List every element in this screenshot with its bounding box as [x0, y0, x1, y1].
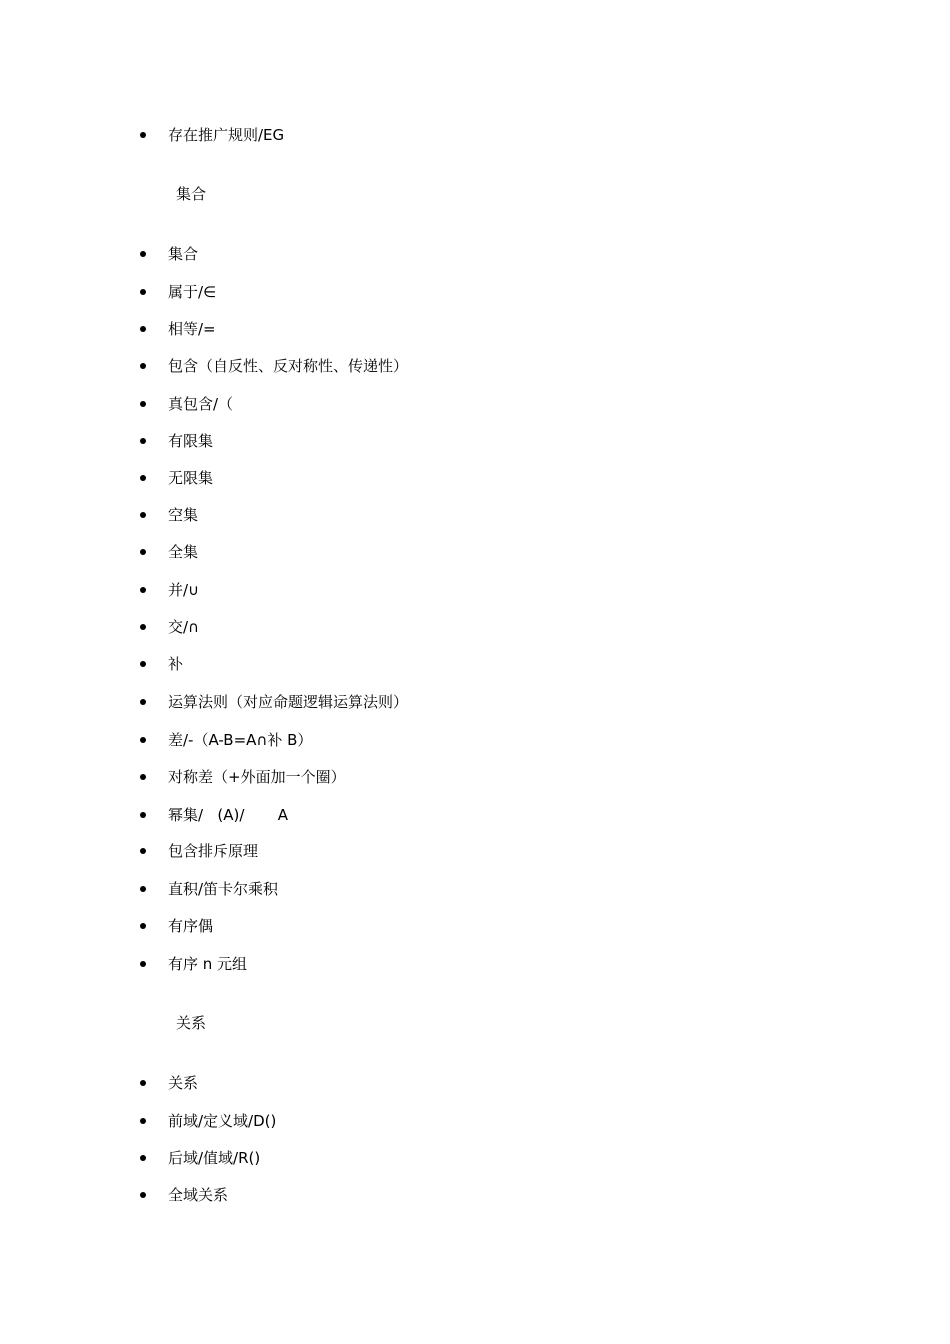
bullet-icon [140, 363, 146, 369]
bullet-icon [140, 923, 146, 929]
bullet-icon [140, 1155, 146, 1161]
list-item [136, 317, 216, 341]
list-item [136, 877, 278, 901]
list-item-text: 全域关系 [168, 1186, 229, 1204]
list-item-text: 直积/笛卡尔乘积 [168, 880, 279, 898]
list-item [136, 242, 198, 266]
list-item-text: 存在推广规则/EG [168, 126, 285, 144]
bullet-icon [140, 1192, 146, 1198]
list-item-text: 后域/值域/R() [168, 1149, 261, 1167]
list-item-text: 幂集/ (A)/ A [168, 806, 289, 824]
bullet-icon [140, 737, 146, 743]
bullet-icon [140, 961, 146, 967]
bullet-icon [140, 812, 146, 818]
list-item-text: 空集 [168, 506, 199, 524]
list-item [136, 280, 216, 304]
list-item [136, 1183, 228, 1207]
list-item [136, 728, 312, 752]
list-item-text: 运算法则（对应命题逻辑运算法则） [168, 693, 409, 711]
list-item-text: 真包含/（ [168, 395, 234, 413]
list-item-text: 前域/定义域/D() [168, 1112, 277, 1130]
list-item [136, 392, 233, 416]
bullet-icon [140, 475, 146, 481]
list-item [136, 354, 408, 378]
list-item [136, 652, 183, 676]
bullet-icon [140, 886, 146, 892]
list-item-text: 补 [168, 655, 184, 673]
section-heading-sets: 集合 [176, 185, 207, 203]
list-item-text: 有序 n 元组 [168, 955, 248, 973]
list-item [136, 1109, 276, 1133]
section-heading-relations: 关系 [176, 1014, 207, 1032]
list-item-text: 无限集 [168, 469, 214, 487]
bullet-icon [140, 251, 146, 257]
list-item-text: 集合 [168, 245, 199, 263]
list-item [136, 803, 288, 827]
list-item-text: 有序偶 [168, 917, 214, 935]
bullet-icon [140, 132, 146, 138]
list-item-text: 属于/∈ [168, 283, 217, 301]
bullet-icon [140, 401, 146, 407]
list-item-text: 差/-（A-B=A∩补 B） [168, 731, 313, 749]
list-item [136, 540, 198, 564]
bullet-icon [140, 624, 146, 630]
list-item-text: 对称差（+外面加一个圈） [168, 768, 346, 786]
bullet-icon [140, 587, 146, 593]
list-item [136, 952, 247, 976]
bullet-icon [140, 549, 146, 555]
list-item-text: 相等/= [168, 320, 216, 338]
list-item [136, 615, 199, 639]
bullet-icon [140, 326, 146, 332]
bullet-icon [140, 848, 146, 854]
list-item-text: 关系 [168, 1074, 199, 1092]
bullet-icon [140, 661, 146, 667]
bullet-icon [140, 699, 146, 705]
list-item-text: 交/∩ [168, 618, 200, 636]
bullet-icon [140, 512, 146, 518]
list-item-text: 包含排斥原理 [168, 842, 259, 860]
list-item [136, 578, 199, 602]
list-item-text: 并/∪ [168, 581, 200, 599]
list-item [136, 1146, 260, 1170]
list-item-text: 包含（自反性、反对称性、传递性） [168, 357, 409, 375]
list-item [136, 914, 213, 938]
list-item [136, 690, 408, 714]
bullet-icon [140, 438, 146, 444]
list-item-text: 有限集 [168, 432, 214, 450]
list-item [136, 503, 198, 527]
bullet-icon [140, 1080, 146, 1086]
list-item [136, 123, 284, 147]
list-item [136, 1071, 198, 1095]
list-item [136, 429, 213, 453]
bullet-icon [140, 1118, 146, 1124]
list-item [136, 466, 213, 490]
list-item [136, 765, 346, 789]
list-item [136, 839, 258, 863]
bullet-icon [140, 774, 146, 780]
bullet-icon [140, 289, 146, 295]
list-item-text: 全集 [168, 543, 199, 561]
